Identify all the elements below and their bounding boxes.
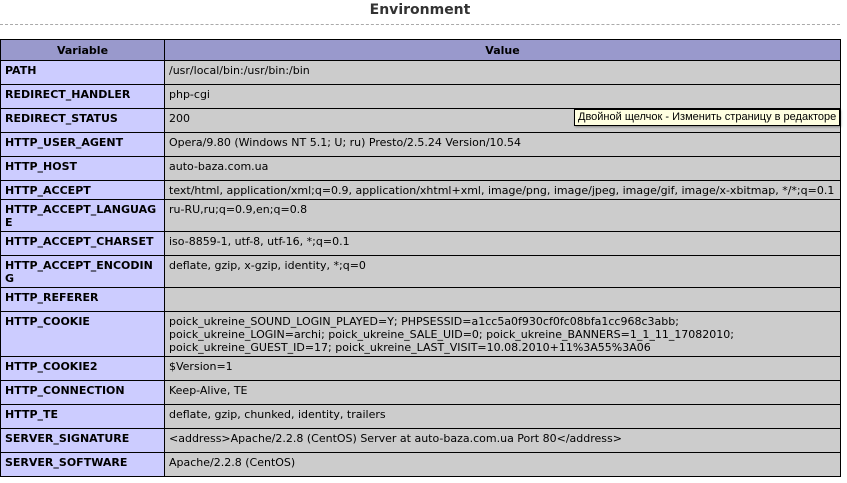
variable-name: HTTP_ACCEPT_ENCODING <box>1 256 165 288</box>
variable-name: SERVER_SIGNATURE <box>1 429 165 453</box>
variable-name: REDIRECT_HANDLER <box>1 85 165 109</box>
table-row <box>1 381 841 405</box>
column-header-variable: Variable <box>1 40 165 61</box>
table-row <box>1 157 841 181</box>
variable-name: HTTP_HOST <box>1 157 165 181</box>
variable-value: $Version=1 <box>165 357 841 381</box>
environment-table <box>0 39 841 477</box>
table-row <box>1 61 841 85</box>
variable-value: php-cgi <box>165 85 841 109</box>
variable-value: Apache/2.2.8 (CentOS) <box>165 453 841 477</box>
variable-name: HTTP_COOKIE2 <box>1 357 165 381</box>
table-row <box>1 256 841 288</box>
table-header-row <box>1 40 841 61</box>
table-row <box>1 133 841 157</box>
table-row <box>1 181 841 200</box>
variable-value: auto-baza.com.ua <box>165 157 841 181</box>
variable-value <box>165 288 841 312</box>
variable-value: iso-8859-1, utf-8, utf-16, *;q=0.1 <box>165 232 841 256</box>
variable-name: HTTP_COOKIE <box>1 312 165 357</box>
variable-value: <address>Apache/2.2.8 (CentOS) Server at auto-baza.com.ua Port 80</address> <box>165 429 841 453</box>
variable-value: Keep-Alive, TE <box>165 381 841 405</box>
table-row <box>1 357 841 381</box>
table-row <box>1 405 841 429</box>
table-row <box>1 453 841 477</box>
variable-value: ru-RU,ru;q=0.9,en;q=0.8 <box>165 200 841 232</box>
table-row <box>1 288 841 312</box>
variable-value: poick_ukreine_SOUND_LOGIN_PLAYED=Y; PHPSESSID=a1cc5a0f930cf0fc08bfa1cc968c3abb; poick_ukreine_LOGIN=archi; poick_ukreine_SALE_UID=0; poick_ukreine_BANNERS=1_1_11_17082010; poick_ukreine_GUEST_ID=17; poick_ukreine_LAST_VISIT=10.08.2010+11%3A55%3A06 <box>165 312 841 357</box>
editor-tooltip: Двойной щелчок - Изменить страницу в редакторе <box>574 109 840 126</box>
table-row <box>1 232 841 256</box>
section-title: Environment <box>369 2 471 18</box>
column-header-value: Value <box>165 40 841 61</box>
variable-name: HTTP_ACCEPT <box>1 181 165 200</box>
table-row <box>1 85 841 109</box>
variable-name: HTTP_ACCEPT_CHARSET <box>1 232 165 256</box>
variable-value: deflate, gzip, x-gzip, identity, *;q=0 <box>165 256 841 288</box>
table-row <box>1 200 841 232</box>
variable-name: HTTP_TE <box>1 405 165 429</box>
variable-value: deflate, gzip, chunked, identity, trailers <box>165 405 841 429</box>
variable-value: 200 <box>165 109 841 133</box>
table-row <box>1 312 841 357</box>
variable-value: /usr/local/bin:/usr/bin:/bin <box>165 61 841 85</box>
variable-name: PATH <box>1 61 165 85</box>
variable-value: text/html, application/xml;q=0.9, application/xhtml+xml, image/png, image/jpeg, image/gif, image/x-xbitmap, */*;q=0.1 <box>165 181 841 200</box>
variable-name: HTTP_USER_AGENT <box>1 133 165 157</box>
section-divider <box>0 24 840 25</box>
variable-value: Opera/9.80 (Windows NT 5.1; U; ru) Presto/2.5.24 Version/10.54 <box>165 133 841 157</box>
variable-name: HTTP_ACCEPT_LANGUAGE <box>1 200 165 232</box>
variable-name: SERVER_SOFTWARE <box>1 453 165 477</box>
variable-name: REDIRECT_STATUS <box>1 109 165 133</box>
variable-name: HTTP_CONNECTION <box>1 381 165 405</box>
table-row <box>1 429 841 453</box>
variable-name: HTTP_REFERER <box>1 288 165 312</box>
